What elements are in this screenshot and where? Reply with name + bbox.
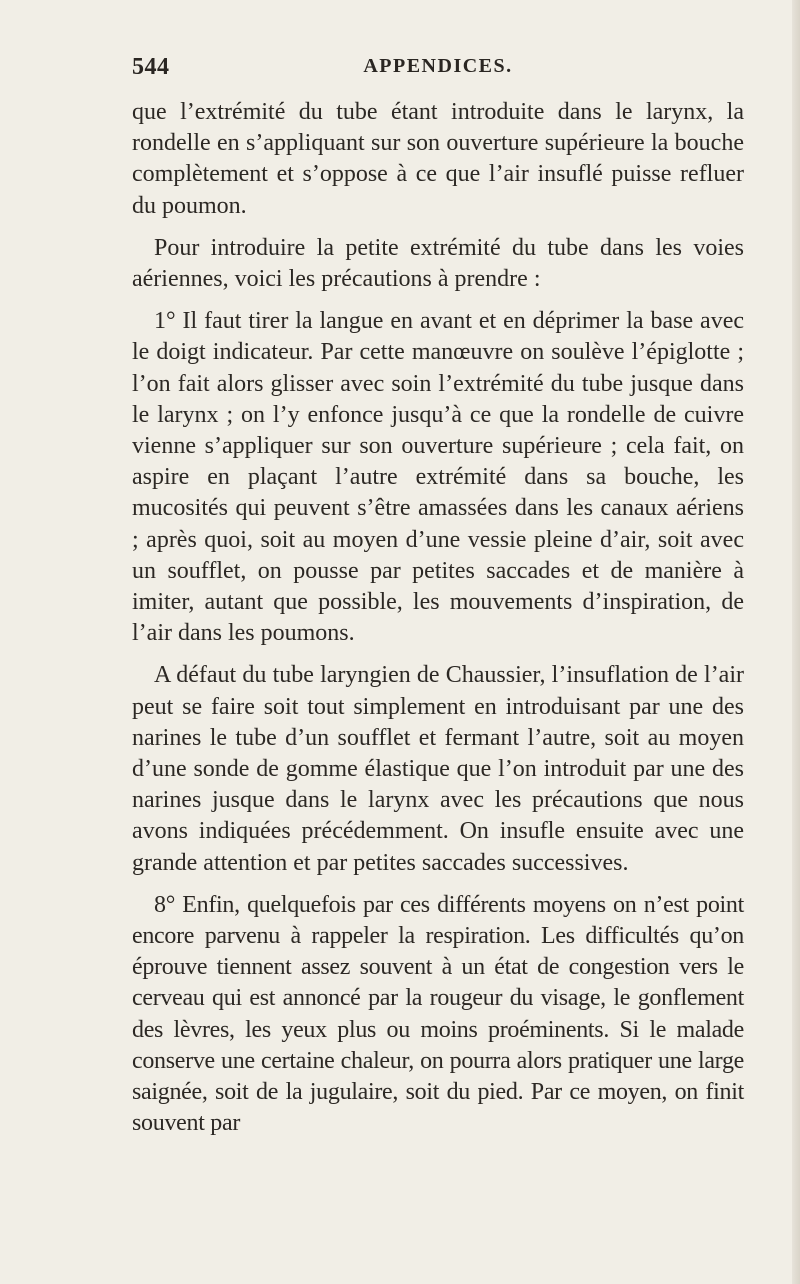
paragraph: 8° Enfin, quelquefois par ces différents moyens on n’est point encore parvenu à rappeler la respiration. Les difficultés qu’on éprouve tiennent assez souvent à un état de congestion vers le cerveau qui est annoncé par la rougeur du visage, le gonflement des lèvres, les yeux plus ou moins proéminents. Si le malade conserve une certaine chaleur, on pourra alors pratiquer une large saignée, soit de la jugulaire, soit du pied. Par ce moyen, on finit souvent par — [132, 891, 744, 1137]
paragraph: A défaut du tube laryngien de Chaussier, l’insuflation de l’air peut se faire soit tout simplement en introduisant par une des narines le tube d’un soufflet et fermant l’autre, soit au moyen d’une sonde de gomme élastique que l’on introduit par une des narines jusque dans le larynx avec les précautions que nous avons indiquées précédemment. On insufle ensuite avec une grande attention et par petites saccades successives. — [132, 662, 744, 876]
page-number: 544 — [132, 54, 170, 80]
body-text — [132, 97, 744, 1140]
running-head: APPENDICES. — [363, 55, 513, 77]
page-header — [132, 54, 744, 88]
paragraph: Pour introduire la petite extrémité du tube dans les voies aériennes, voici les précautions à prendre : — [132, 234, 744, 293]
paragraph-continued: que l’extrémité du tube étant introduite dans le larynx, la rondelle en s’appliquant sur son ouverture supérieure la bouche complètement et s’oppose à ce que l’air insuflé puisse refluer du poumon. — [132, 99, 744, 219]
page-edge — [792, 0, 800, 1284]
paragraph: 1° Il faut tirer la langue en avant et en déprimer la base avec le doigt indicateur. Par cette manœuvre on soulève l’épiglotte ; l’on fait alors glisser avec soin l’extrémité du tube jusque dans le larynx ; on l’y enfonce jusqu’à ce que la rondelle de cuivre vienne s’appliquer sur son ouverture supérieure ; cela fait, on aspire en plaçant l’autre extrémité dans sa bouche, les mucosités qui peuvent s’être amassées dans les canaux aériens ; après quoi, soit au moyen d’une vessie pleine d’air, soit avec un soufflet, on pousse par petites saccades et de manière à imiter, autant que possible, les mouvements d’inspiration, de l’air dans les poumons. — [132, 308, 744, 647]
